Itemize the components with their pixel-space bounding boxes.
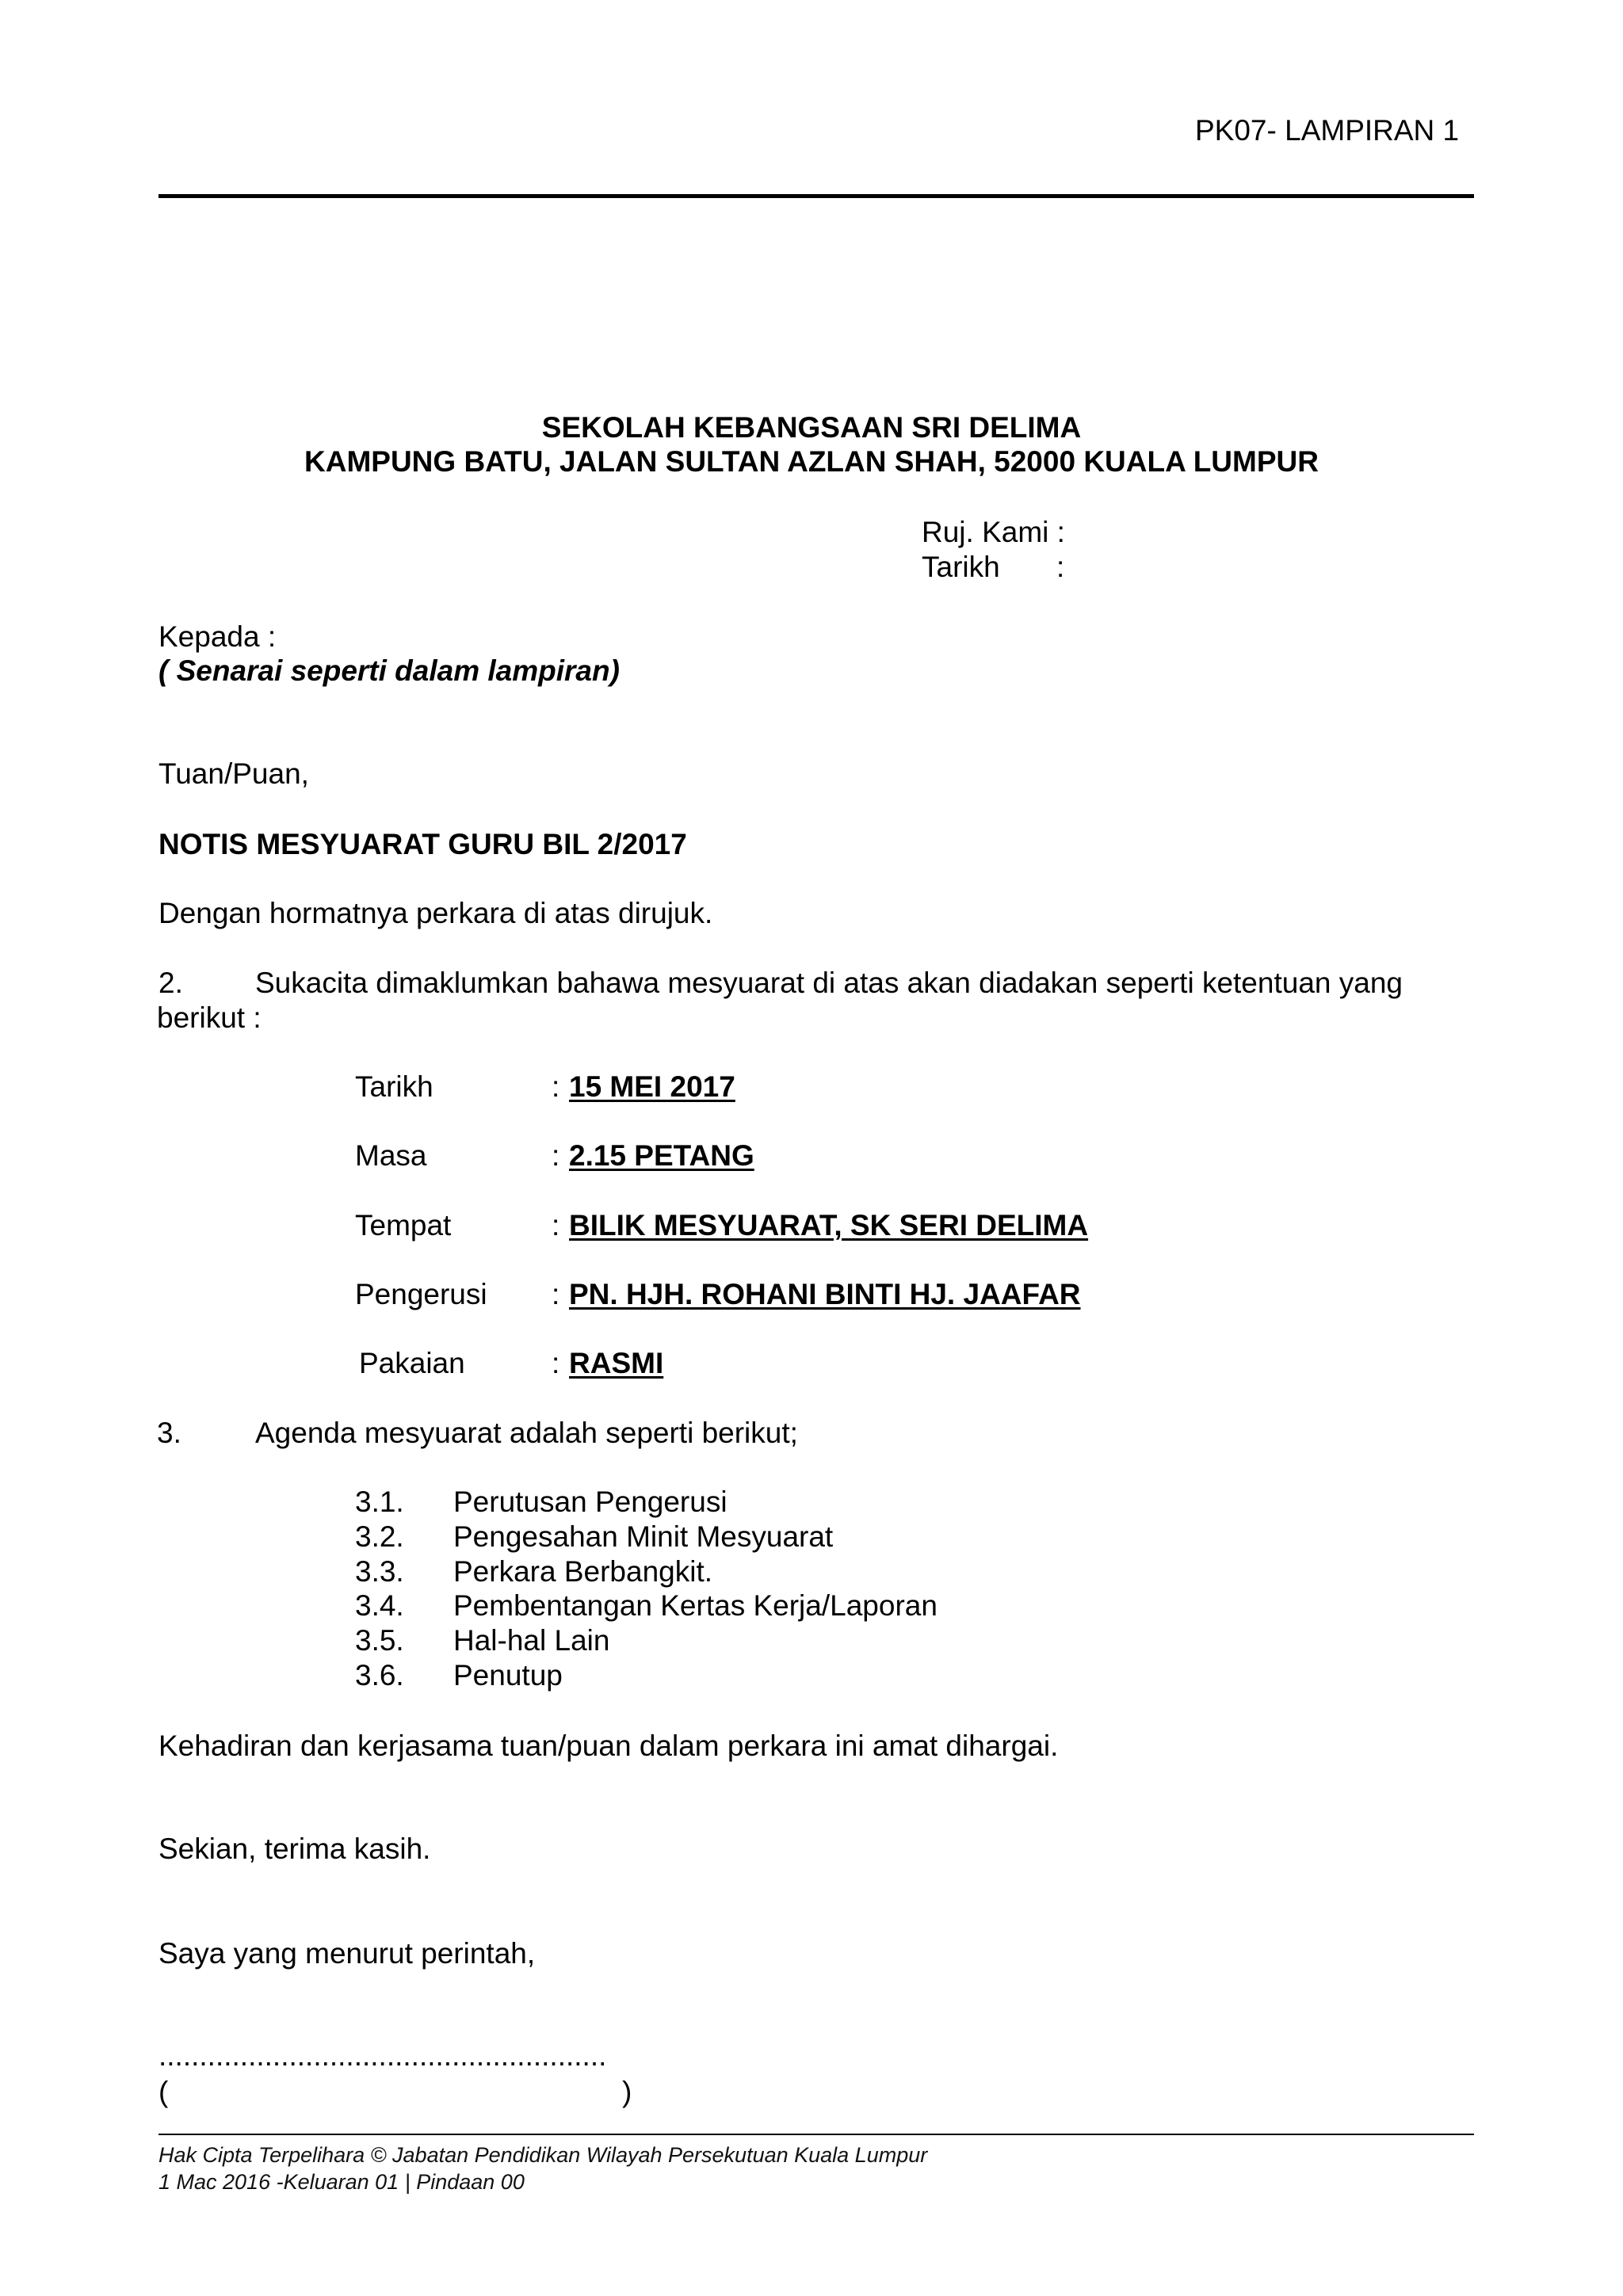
- signoff-line: Saya yang menurut perintah,: [158, 1937, 536, 1970]
- detail-label: Tarikh: [355, 1070, 433, 1103]
- signature-open-paren: (: [158, 2076, 169, 2108]
- detail-colon: :: [552, 1070, 560, 1103]
- header-rule: [158, 194, 1474, 198]
- opening-line: Dengan hormatnya perkara di atas dirujuk.: [158, 897, 713, 929]
- form-code: PK07- LAMPIRAN 1: [1195, 114, 1460, 147]
- agenda-item: Pengesahan Minit Mesyuarat: [453, 1520, 834, 1553]
- footer-rule: [158, 2134, 1474, 2135]
- detail-label: Pakaian: [359, 1347, 465, 1379]
- detail-colon: :: [552, 1209, 560, 1241]
- school-name: SEKOLAH KEBANGSAAN SRI DELIMA: [541, 411, 1082, 444]
- para2-line2: berikut :: [157, 1001, 262, 1034]
- detail-label: Masa: [355, 1139, 427, 1172]
- tarikh-ref-label: Tarikh: [922, 551, 1000, 583]
- detail-value-attire: RASMI: [569, 1347, 664, 1379]
- agenda-item: Perutusan Pengerusi: [453, 1486, 727, 1518]
- subject: NOTIS MESYUARAT GURU BIL 2/2017: [158, 828, 687, 860]
- salutation: Tuan/Puan,: [158, 757, 309, 790]
- para3-number: 3.: [157, 1417, 181, 1449]
- agenda-item: Hal-hal Lain: [453, 1624, 610, 1657]
- footer-issue: 1 Mac 2016 -Keluaran 01 | Pindaan 00: [158, 2170, 525, 2194]
- footer-copyright: Hak Cipta Terpelihara © Jabatan Pendidikan Wilayah Persekutuan Kuala Lumpur: [158, 2143, 928, 2167]
- detail-label: Tempat: [355, 1209, 452, 1241]
- signature-close-paren: ): [622, 2076, 632, 2108]
- agenda-item: Pembentangan Kertas Kerja/Laporan: [453, 1589, 938, 1622]
- detail-colon: :: [552, 1347, 560, 1379]
- detail-colon: :: [552, 1139, 560, 1172]
- agenda-number: 3.4.: [355, 1589, 404, 1622]
- agenda-number: 3.5.: [355, 1624, 404, 1657]
- school-address: KAMPUNG BATU, JALAN SULTAN AZLAN SHAH, 52000 KUALA LUMPUR: [304, 445, 1319, 478]
- appreciation-line: Kehadiran dan kerjasama tuan/puan dalam perkara ini amat dihargai.: [158, 1730, 1059, 1762]
- agenda-item: Perkara Berbangkit.: [453, 1555, 713, 1588]
- para3-text: Agenda mesyuarat adalah seperti berikut;: [255, 1417, 798, 1449]
- para2-line1: Sukacita dimaklumkan bahawa mesyuarat di atas akan diadakan seperti ketentuan yang: [255, 967, 1403, 999]
- agenda-number: 3.3.: [355, 1555, 404, 1588]
- detail-value-chair: PN. HJH. ROHANI BINTI HJ. JAAFAR: [569, 1278, 1081, 1310]
- detail-value-date: 15 MEI 2017: [569, 1070, 735, 1103]
- detail-value-time: 2.15 PETANG: [569, 1139, 754, 1172]
- detail-colon: :: [552, 1278, 560, 1310]
- thanks-line: Sekian, terima kasih.: [158, 1833, 431, 1865]
- signature-dots: .......................................................: [158, 2039, 607, 2072]
- detail-label: Pengerusi: [355, 1278, 487, 1310]
- to-value: ( Senarai seperti dalam lampiran): [158, 654, 620, 687]
- ruj-kami-label: Ruj. Kami :: [922, 516, 1065, 548]
- para2-number: 2.: [158, 967, 183, 999]
- detail-value-venue: BILIK MESYUARAT, SK SERI DELIMA: [569, 1209, 1089, 1241]
- tarikh-ref-colon: :: [1056, 551, 1065, 583]
- agenda-number: 3.1.: [355, 1486, 404, 1518]
- to-label: Kepada :: [158, 620, 277, 653]
- agenda-item: Penutup: [453, 1659, 563, 1691]
- agenda-number: 3.2.: [355, 1520, 404, 1553]
- agenda-number: 3.6.: [355, 1659, 404, 1691]
